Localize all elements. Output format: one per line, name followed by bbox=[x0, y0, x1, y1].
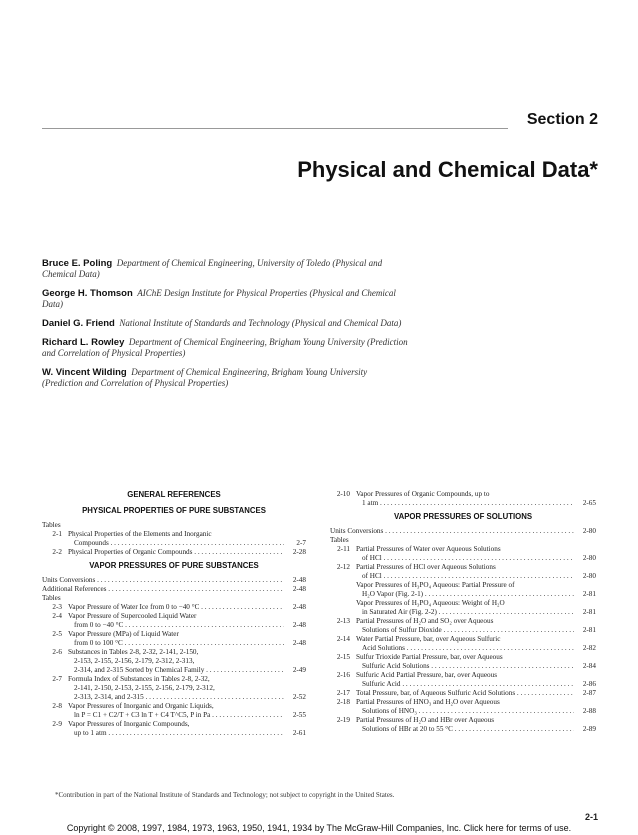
toc-page-number: 2-7 bbox=[296, 539, 306, 547]
toc-entry-text: Physical Properties of the Elements and Inorganic bbox=[68, 530, 212, 538]
toc-page-number: 2-88 bbox=[582, 707, 596, 715]
toc-entry-text: Vapor Pressures of Organic Compounds, up to bbox=[356, 490, 490, 498]
toc-entry-text: Vapor Pressures of Inorganic and Organic Liquids, bbox=[68, 702, 214, 710]
toc-entry-text: Partial Pressures of H₂O and SO₂ over Aqueous bbox=[356, 617, 494, 625]
toc-page-number: 2-55 bbox=[292, 711, 306, 719]
toc-entry[interactable] bbox=[330, 599, 596, 608]
author-name: Bruce E. Poling bbox=[42, 258, 113, 269]
toc-entry-text: 2-314, and 2-315 Sorted by Chemical Family . . . bbox=[68, 666, 284, 675]
toc-entry-text: Sulfuric Acid Solutions . . . bbox=[356, 662, 574, 671]
toc-entry-text: Total Pressure, bar, of Aqueous Sulfuric Acid Solutions . . . bbox=[356, 689, 574, 698]
toc-table-number: 2-8 bbox=[52, 702, 62, 710]
toc-table-number: 2-14 bbox=[336, 635, 350, 643]
toc-entry[interactable] bbox=[330, 653, 596, 662]
toc-entry-text: of HCl . . . bbox=[356, 554, 574, 563]
toc-table-number: 2-6 bbox=[52, 648, 62, 656]
toc-entry[interactable] bbox=[330, 545, 596, 554]
toc-table-number: 2-12 bbox=[336, 563, 350, 571]
toc-entry-text: Vapor Pressures of Inorganic Compounds, bbox=[68, 720, 190, 728]
heading-vapor-solutions: VAPOR PRESSURES OF SOLUTIONS bbox=[393, 512, 533, 521]
toc-entry-text: Physical Properties of Organic Compounds . . . bbox=[68, 548, 284, 557]
toc-entry[interactable] bbox=[42, 630, 306, 639]
footnote: *Contribution in part of the National Institute of Standards and Technology; not subject to copyright in the United States. bbox=[55, 791, 395, 799]
toc-entry-text: 2-141, 2-150, 2-153, 2-155, 2-156, 2-179, 2-312, bbox=[74, 684, 215, 692]
toc-entry[interactable] bbox=[42, 702, 306, 711]
toc-table-number: 2-4 bbox=[52, 612, 62, 620]
toc-entry-text: Sulfur Trioxide Partial Pressure, bar, over Aqueous bbox=[356, 653, 503, 661]
toc-table-number: 2-15 bbox=[336, 653, 350, 661]
toc-page-number: 2-48 bbox=[292, 585, 306, 593]
author-name: W. Vincent Wilding bbox=[42, 367, 127, 378]
toc-entry-text: 2-313, 2-314, and 2-315 . . . bbox=[68, 693, 284, 702]
toc-page-number: 2-87 bbox=[582, 689, 596, 697]
page-title: Physical and Chemical Data* bbox=[297, 157, 598, 182]
toc-entry-continuation[interactable] bbox=[330, 572, 596, 581]
toc-entry-text: Solutions of HNO₃ . . . bbox=[356, 707, 574, 716]
toc-table-number: 2-7 bbox=[52, 675, 62, 683]
tables-label: Tables bbox=[42, 521, 61, 529]
toc-table-number: 2-2 bbox=[52, 548, 62, 556]
toc-entry-continuation[interactable] bbox=[330, 499, 596, 508]
toc-table-number: 2-16 bbox=[336, 671, 350, 679]
toc-entry-text: Water Partial Pressure, bar, over Aqueous Sulfuric bbox=[356, 635, 501, 643]
toc-entry-text: Vapor Pressure (MPa) of Liquid Water bbox=[68, 630, 179, 638]
toc-entry-text: 2-153, 2-155, 2-156, 2-179, 2-312, 2-313, bbox=[74, 657, 195, 665]
toc-entry-text: Sulfuric Acid . . . bbox=[356, 680, 574, 689]
toc-left-column bbox=[42, 490, 306, 738]
author-affiliation: National Institute of Standards and Technology (Physical and Chemical Data) bbox=[119, 318, 402, 328]
author-name: Richard L. Rowley bbox=[42, 337, 125, 348]
toc-entry-continuation[interactable] bbox=[330, 590, 596, 599]
toc-entry[interactable] bbox=[330, 617, 596, 626]
toc-page-number: 2-48 bbox=[292, 576, 306, 584]
author-affiliation: Department of Chemical Engineering, Brigham Young University (Prediction and Correlation of Physical Properties) bbox=[42, 367, 368, 388]
toc-page-number: 2-80 bbox=[582, 572, 596, 580]
author-list bbox=[42, 258, 408, 397]
toc-entry-continuation[interactable] bbox=[330, 608, 596, 617]
toc-entry-text: Units Conversions . . . bbox=[42, 576, 284, 585]
toc-table-number: 2-19 bbox=[336, 716, 350, 724]
toc-page-number: 2-80 bbox=[582, 554, 596, 562]
toc-entry[interactable] bbox=[330, 716, 596, 725]
toc-entry-text: Formula Index of Substances in Tables 2-8, 2-32, bbox=[68, 675, 210, 683]
section-rule bbox=[42, 128, 508, 129]
tables-label: Tables bbox=[42, 594, 61, 602]
toc-entry-continuation[interactable] bbox=[42, 657, 306, 666]
toc-entry-continuation[interactable] bbox=[330, 644, 596, 653]
toc-table-number: 2-10 bbox=[336, 490, 350, 498]
section-label: Section 2 bbox=[526, 111, 598, 128]
author-entry bbox=[42, 288, 408, 310]
toc-page-number: 2-81 bbox=[582, 590, 596, 598]
toc-page-number: 2-84 bbox=[582, 662, 596, 670]
toc-entry[interactable] bbox=[330, 689, 596, 698]
toc-table-number: 2-1 bbox=[52, 530, 62, 538]
toc-page-number: 2-81 bbox=[582, 626, 596, 634]
toc-entry[interactable] bbox=[330, 698, 596, 707]
toc-entry-text: H₂O Vapor (Fig. 2-1) . . . bbox=[356, 590, 574, 599]
toc-units-conversions[interactable] bbox=[42, 576, 306, 585]
toc-page-number: 2-28 bbox=[292, 548, 306, 556]
toc-page-number: 2-52 bbox=[292, 693, 306, 701]
toc-page-number: 2-49 bbox=[292, 666, 306, 674]
toc-entry-text: Vapor Pressure of Water Ice from 0 to −40 °C . . . bbox=[68, 603, 284, 612]
toc-entry-text: in Saturated Air (Fig. 2-2) . . . bbox=[356, 608, 574, 617]
toc-entry[interactable] bbox=[42, 530, 306, 539]
author-affiliation: Department of Chemical Engineering, University of Toledo (Physical and Chemical Data) bbox=[42, 258, 383, 279]
toc-entry[interactable] bbox=[330, 635, 596, 644]
toc-entry-continuation[interactable] bbox=[330, 662, 596, 671]
toc-page-number: 2-48 bbox=[292, 603, 306, 611]
toc-entry-continuation[interactable] bbox=[42, 621, 306, 630]
toc-entry-text: Sulfuric Acid Partial Pressure, bar, over Aqueous bbox=[356, 671, 498, 679]
toc-entry-text: Partial Pressures of HCl over Aqueous Solutions bbox=[356, 563, 496, 571]
toc-entry[interactable] bbox=[42, 548, 306, 557]
toc-additional-references[interactable] bbox=[42, 585, 306, 594]
toc-page-number: 2-82 bbox=[582, 644, 596, 652]
toc-entry-continuation[interactable] bbox=[330, 626, 596, 635]
toc-units-conversions[interactable] bbox=[330, 527, 596, 536]
heading-physical-properties: PHYSICAL PROPERTIES OF PURE SUBSTANCES bbox=[82, 506, 266, 515]
toc-entry-text: of HCl . . . bbox=[356, 572, 574, 581]
toc-entry[interactable] bbox=[42, 720, 306, 729]
toc-entry-text: from 0 to 100 °C . . . bbox=[68, 639, 284, 648]
toc-entry-continuation[interactable] bbox=[42, 729, 306, 738]
tables-label: Tables bbox=[330, 536, 349, 544]
toc-entry-text: up to 1 atm . . . bbox=[68, 729, 284, 738]
toc-entry-text: Solutions of Sulfur Dioxide . . . bbox=[356, 626, 574, 635]
copyright-link[interactable]: Copyright © 2008, 1997, 1984, 1973, 1963, 1950, 1941, 1934 by The McGraw-Hill Companies, Inc. Click here for terms of use. bbox=[66, 823, 572, 833]
toc-right-column bbox=[330, 490, 596, 734]
toc-entry-text: Vapor Pressures of H₃PO₄ Aqueous: Weight of H₂O bbox=[356, 599, 505, 607]
author-name: Daniel G. Friend bbox=[42, 318, 115, 329]
toc-entry-text: Units Conversions . . . bbox=[330, 527, 574, 536]
toc-entry-continuation[interactable] bbox=[330, 554, 596, 563]
toc-table-number: 2-13 bbox=[336, 617, 350, 625]
toc-entry-text: Partial Pressures of HNO₃ and H₂O over Aqueous bbox=[356, 698, 500, 706]
toc-entry[interactable] bbox=[42, 675, 306, 684]
toc-entry-text: Solutions of HBr at 20 to 55 °C . . . bbox=[356, 725, 574, 734]
toc-entry-continuation[interactable] bbox=[330, 707, 596, 716]
author-affiliation: Department of Chemical Engineering, Brigham Young University (Prediction and Correlation of Physical Properties) bbox=[42, 337, 408, 358]
author-entry bbox=[42, 337, 408, 359]
toc-entry-text: from 0 to −40 °C . . . bbox=[68, 621, 284, 630]
toc-entry-text: ln P = C1 + C2/T + C3 ln T + C4 T^C5, P in Pa . . . bbox=[68, 711, 284, 720]
page-number: 2-1 bbox=[584, 812, 598, 822]
toc-page-number: 2-65 bbox=[582, 499, 596, 507]
toc-table-number: 2-17 bbox=[336, 689, 350, 697]
toc-entry[interactable] bbox=[42, 603, 306, 612]
toc-page-number: 2-48 bbox=[292, 639, 306, 647]
toc-entry-text: Vapor Pressure of Supercooled Liquid Water bbox=[68, 612, 197, 620]
toc-entry-continuation[interactable] bbox=[42, 684, 306, 693]
toc-page-number: 2-80 bbox=[582, 527, 596, 535]
toc-table-number: 2-9 bbox=[52, 720, 62, 728]
toc-page-number: 2-48 bbox=[292, 621, 306, 629]
heading-vapor-pure: VAPOR PRESSURES OF PURE SUBSTANCES bbox=[89, 561, 259, 570]
toc-entry[interactable] bbox=[330, 581, 596, 590]
toc-entry-continuation[interactable] bbox=[42, 666, 306, 675]
toc-entry[interactable] bbox=[330, 490, 596, 499]
toc-page-number: 2-61 bbox=[292, 729, 306, 737]
toc-page-number: 2-86 bbox=[582, 680, 596, 688]
toc-entry-text: Partial Pressures of Water over Aqueous Solutions bbox=[356, 545, 501, 553]
toc-entry-continuation[interactable] bbox=[330, 680, 596, 689]
author-entry bbox=[42, 367, 408, 389]
toc-entry[interactable] bbox=[330, 671, 596, 680]
author-affiliation: AIChE Design Institute for Physical Properties (Physical and Chemical Data) bbox=[42, 288, 396, 309]
toc-entry-continuation[interactable] bbox=[42, 539, 306, 548]
author-entry bbox=[42, 258, 408, 280]
toc-entry[interactable] bbox=[42, 612, 306, 621]
toc-entry-continuation[interactable] bbox=[330, 725, 596, 734]
toc-entry-text: Vapor Pressures of H₃PO₄ Aqueous: Partial Pressure of bbox=[356, 581, 515, 589]
author-entry bbox=[42, 318, 408, 329]
toc-entry-text: Partial Pressures of H₂O and HBr over Aqueous bbox=[356, 716, 495, 724]
toc-table-number: 2-11 bbox=[337, 545, 350, 553]
toc-entry-text: Compounds . . . bbox=[68, 539, 284, 548]
toc-entry-continuation[interactable] bbox=[42, 639, 306, 648]
toc-entry-text: Acid Solutions . . . bbox=[356, 644, 574, 653]
toc-entry-continuation[interactable] bbox=[42, 693, 306, 702]
toc-page-number: 2-81 bbox=[582, 608, 596, 616]
author-name: George H. Thomson bbox=[42, 288, 133, 299]
toc-entry-text: 1 atm . . . bbox=[356, 499, 574, 508]
toc-entry[interactable] bbox=[330, 563, 596, 572]
toc-table-number: 2-5 bbox=[52, 630, 62, 638]
toc-page-number: 2-89 bbox=[582, 725, 596, 733]
toc-entry[interactable] bbox=[42, 648, 306, 657]
toc-table-number: 2-18 bbox=[336, 698, 350, 706]
toc-entry-text: Substances in Tables 2-8, 2-32, 2-141, 2-150, bbox=[68, 648, 199, 656]
toc-entry-text: Additional References . . . bbox=[42, 585, 284, 594]
toc-entry-continuation[interactable] bbox=[42, 711, 306, 720]
heading-general-references: GENERAL REFERENCES bbox=[127, 490, 221, 499]
toc-table-number: 2-3 bbox=[52, 603, 62, 611]
